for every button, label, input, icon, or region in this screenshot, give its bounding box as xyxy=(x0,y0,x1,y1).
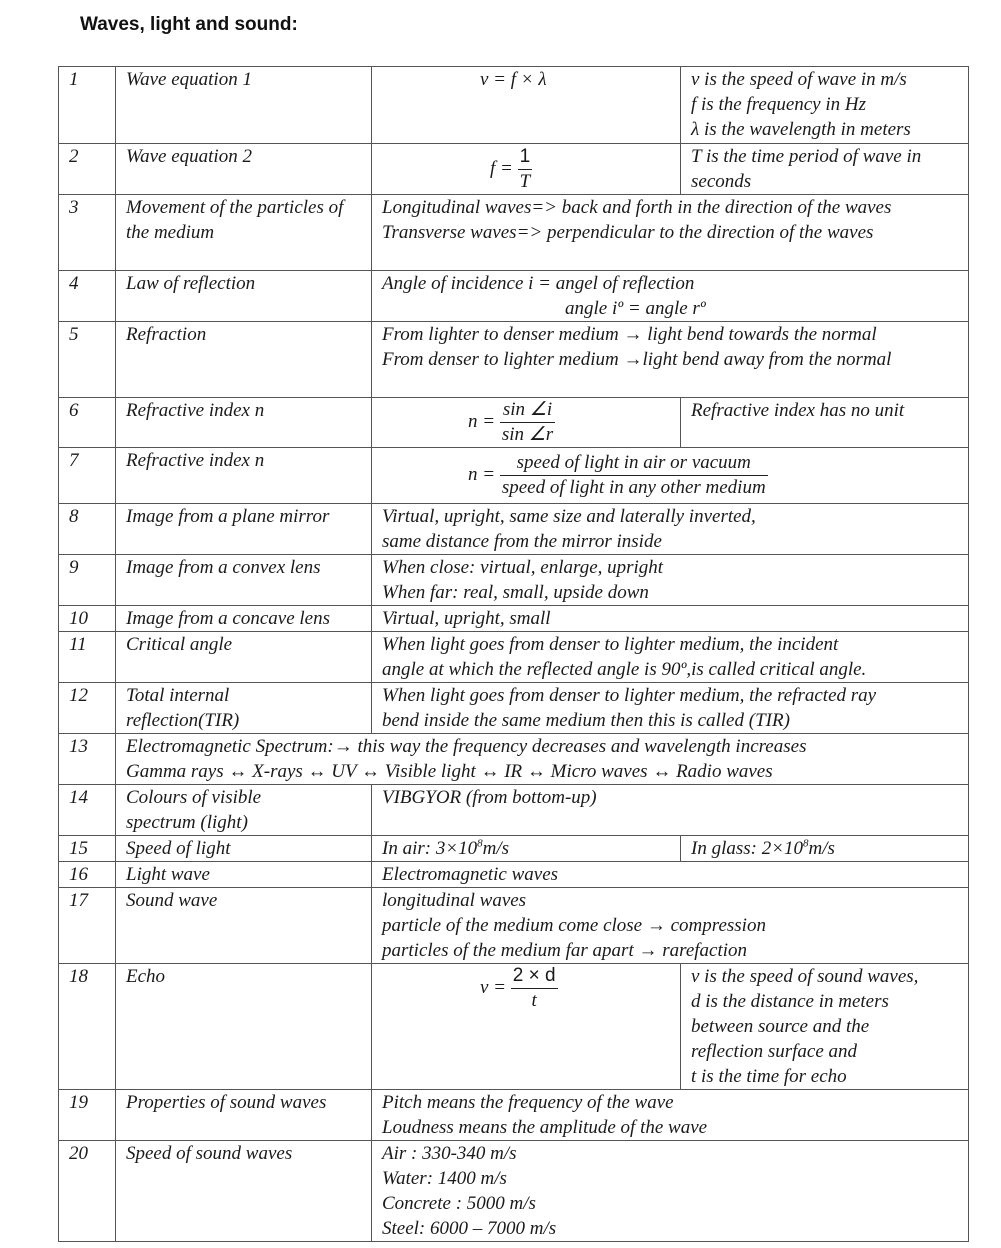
row-formula: n = $\frac{\sin \angle i}{\sin \angle r}$ xyxy=(372,398,681,448)
fraction: $\frac{\text{speed of light in air or vacuum}}{\text{speed of light in any other medium}}$ xyxy=(501,452,766,498)
row-topic: Refractive index n xyxy=(116,398,372,448)
row-topic: Total internal reflection(TIR) xyxy=(116,683,372,734)
formula-table xyxy=(58,66,969,1242)
row-topic: Movement of the particles of the medium xyxy=(116,195,372,271)
row-topic: Properties of sound waves xyxy=(116,1090,372,1141)
row-text: When close: virtual, enlarge, upright When far: real, small, upside down xyxy=(372,555,969,606)
fraction: $\frac{\sin \angle i}{\sin \angle r}$ xyxy=(501,399,554,445)
row-text: Pitch means the frequency of the wave Loudness means the amplitude of the wave xyxy=(372,1090,969,1141)
row-text: Angle of incidence i = angel of reflection angle iº = angle rº xyxy=(372,271,969,322)
row-number: 6 xyxy=(59,398,116,448)
row-topic: Critical angle xyxy=(116,632,372,683)
row-text: From lighter to denser medium → light bend towards the normal From denser to lighter medium →light bend away from the normal xyxy=(372,322,969,398)
table-row xyxy=(59,632,969,683)
table-row xyxy=(59,836,969,862)
fraction: $\frac{2 \times d}{t}$ xyxy=(512,965,556,1011)
row-text: Air : 330-340 m/s Water: 1400 m/s Concrete : 5000 m/s Steel: 6000 – 7000 m/s xyxy=(372,1141,969,1242)
row-text: When light goes from denser to lighter medium, the refracted ray bend inside the same medium then this is called (TIR) xyxy=(372,683,969,734)
row-topic: Wave equation 1 xyxy=(116,67,372,144)
table-row xyxy=(59,322,969,398)
row-topic: Colours of visible spectrum (light) xyxy=(116,785,372,836)
row-topic: Speed of sound waves xyxy=(116,1141,372,1242)
table-row xyxy=(59,398,969,448)
row-number: 1 xyxy=(59,67,116,144)
row-topic: Refractive index n xyxy=(116,448,372,504)
table-row xyxy=(59,448,969,504)
table-row xyxy=(59,734,969,785)
row-text: longitudinal waves particle of the medium come close → compression particles of the medium far apart → rarefaction xyxy=(372,888,969,964)
row-topic: Law of reflection xyxy=(116,271,372,322)
row-number: 10 xyxy=(59,606,116,632)
table-row xyxy=(59,785,969,836)
row-text: Electromagnetic waves xyxy=(372,862,969,888)
row-text: When light goes from denser to lighter medium, the incident angle at which the reflected angle is 90º,is called critical angle. xyxy=(372,632,969,683)
row-topic: Light wave xyxy=(116,862,372,888)
table-row xyxy=(59,862,969,888)
row-text: Virtual, upright, same size and laterally inverted, same distance from the mirror inside xyxy=(372,504,969,555)
row-topic: Refraction xyxy=(116,322,372,398)
row-number: 14 xyxy=(59,785,116,836)
row-number: 8 xyxy=(59,504,116,555)
row-number: 11 xyxy=(59,632,116,683)
row-number: 16 xyxy=(59,862,116,888)
row-number: 2 xyxy=(59,144,116,195)
row-number: 18 xyxy=(59,964,116,1090)
row-number: 13 xyxy=(59,734,116,785)
row-number: 19 xyxy=(59,1090,116,1141)
row-number: 4 xyxy=(59,271,116,322)
fraction: $\frac{1}{T}$ xyxy=(519,145,531,192)
row-topic: Image from a concave lens xyxy=(116,606,372,632)
table-row xyxy=(59,195,969,271)
table-row xyxy=(59,888,969,964)
row-formula: n = $\frac{\text{speed of light in air or vacuum}}{\text{speed of light in any other medium}}$ xyxy=(372,448,969,504)
row-note: v is the speed of sound waves, d is the distance in meters between source and the reflection surface and t is the time for echo xyxy=(681,964,969,1090)
row-note: Refractive index has no unit xyxy=(681,398,969,448)
row-number: 3 xyxy=(59,195,116,271)
page-title: Waves, light and sound: xyxy=(80,14,298,35)
row-text: Longitudinal waves=> back and forth in the direction of the waves Transverse waves=> perpendicular to the direction of the waves xyxy=(372,195,969,271)
table-row xyxy=(59,144,969,195)
row-note: v is the speed of wave in m/s f is the frequency in Hz λ is the wavelength in meters xyxy=(681,67,969,144)
table-row xyxy=(59,683,969,734)
row-topic: Echo xyxy=(116,964,372,1090)
row-text: In air: $3\times 10^8m/s$ xyxy=(372,836,681,862)
row-number: 9 xyxy=(59,555,116,606)
row-text: VIBGYOR (from bottom-up) xyxy=(372,785,969,836)
table-row xyxy=(59,1090,969,1141)
row-number: 20 xyxy=(59,1141,116,1242)
row-formula: v = $\frac{2 \times d}{t}$ xyxy=(372,964,681,1090)
table-row xyxy=(59,964,969,1090)
row-number: 5 xyxy=(59,322,116,398)
row-number: 12 xyxy=(59,683,116,734)
row-topic: Speed of light xyxy=(116,836,372,862)
row-text: Electromagnetic Spectrum:→ this way the frequency decreases and wavelength increases Gamma rays ↔ X-rays ↔ UV ↔ Visible light ↔ IR ↔ Micro waves ↔ Radio waves xyxy=(116,734,969,785)
row-text: Virtual, upright, small xyxy=(372,606,969,632)
row-formula: v = f × λ xyxy=(372,67,681,144)
row-number: 7 xyxy=(59,448,116,504)
row-note: In glass: $2\times 10^8m/s$ xyxy=(681,836,969,862)
row-note: T is the time period of wave in seconds xyxy=(681,144,969,195)
row-number: 15 xyxy=(59,836,116,862)
row-topic: Sound wave xyxy=(116,888,372,964)
table-row xyxy=(59,1141,969,1242)
table-row xyxy=(59,555,969,606)
table-row xyxy=(59,271,969,322)
row-number: 17 xyxy=(59,888,116,964)
table-row xyxy=(59,504,969,555)
row-topic: Image from a convex lens xyxy=(116,555,372,606)
row-formula: f = $\frac{1}{T}$ xyxy=(372,144,681,195)
row-topic: Image from a plane mirror xyxy=(116,504,372,555)
row-topic: Wave equation 2 xyxy=(116,144,372,195)
table-row xyxy=(59,606,969,632)
table-row xyxy=(59,67,969,144)
